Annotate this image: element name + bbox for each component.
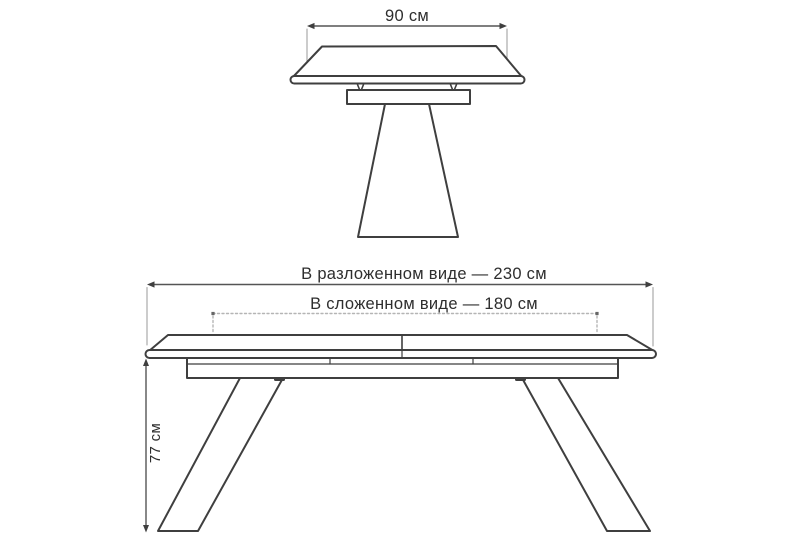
- folded-length-dimension: [211, 295, 598, 334]
- tabletop-edge-side-view: [146, 350, 657, 358]
- table-leg-right: [522, 378, 650, 531]
- arrow-left-icon: [147, 281, 155, 287]
- mount-bracket-right: [451, 85, 457, 90]
- height-dimension: [143, 359, 164, 533]
- tabletop-edge-end-view: [291, 76, 525, 84]
- apron-frame: [187, 358, 618, 378]
- pedestal-leg: [358, 104, 458, 237]
- arrow-left-icon: [307, 23, 315, 29]
- leg-fitting-right: [515, 377, 526, 381]
- arrow-right-icon: [500, 23, 508, 29]
- width-dimension-label: 90 см: [384, 7, 430, 25]
- side-view-figure: [143, 265, 656, 533]
- arrow-up-icon: [143, 359, 149, 367]
- mount-bracket-left: [358, 85, 364, 90]
- support-box: [347, 90, 470, 104]
- dotted-corner-right: [595, 312, 598, 315]
- table-leg-left: [158, 378, 283, 531]
- height-dimension-label: 77 см: [147, 422, 164, 464]
- tabletop-surface-end-view: [293, 46, 523, 78]
- extended-length-label: В разложенном виде — 230 см: [301, 265, 547, 283]
- leg-fitting-left: [274, 377, 285, 381]
- arrow-right-icon: [646, 281, 654, 287]
- arrow-down-icon: [143, 525, 149, 533]
- end-view-figure: [291, 7, 525, 237]
- dotted-corner-left: [211, 312, 214, 315]
- folded-length-label: В сложенном виде — 180 см: [310, 295, 538, 313]
